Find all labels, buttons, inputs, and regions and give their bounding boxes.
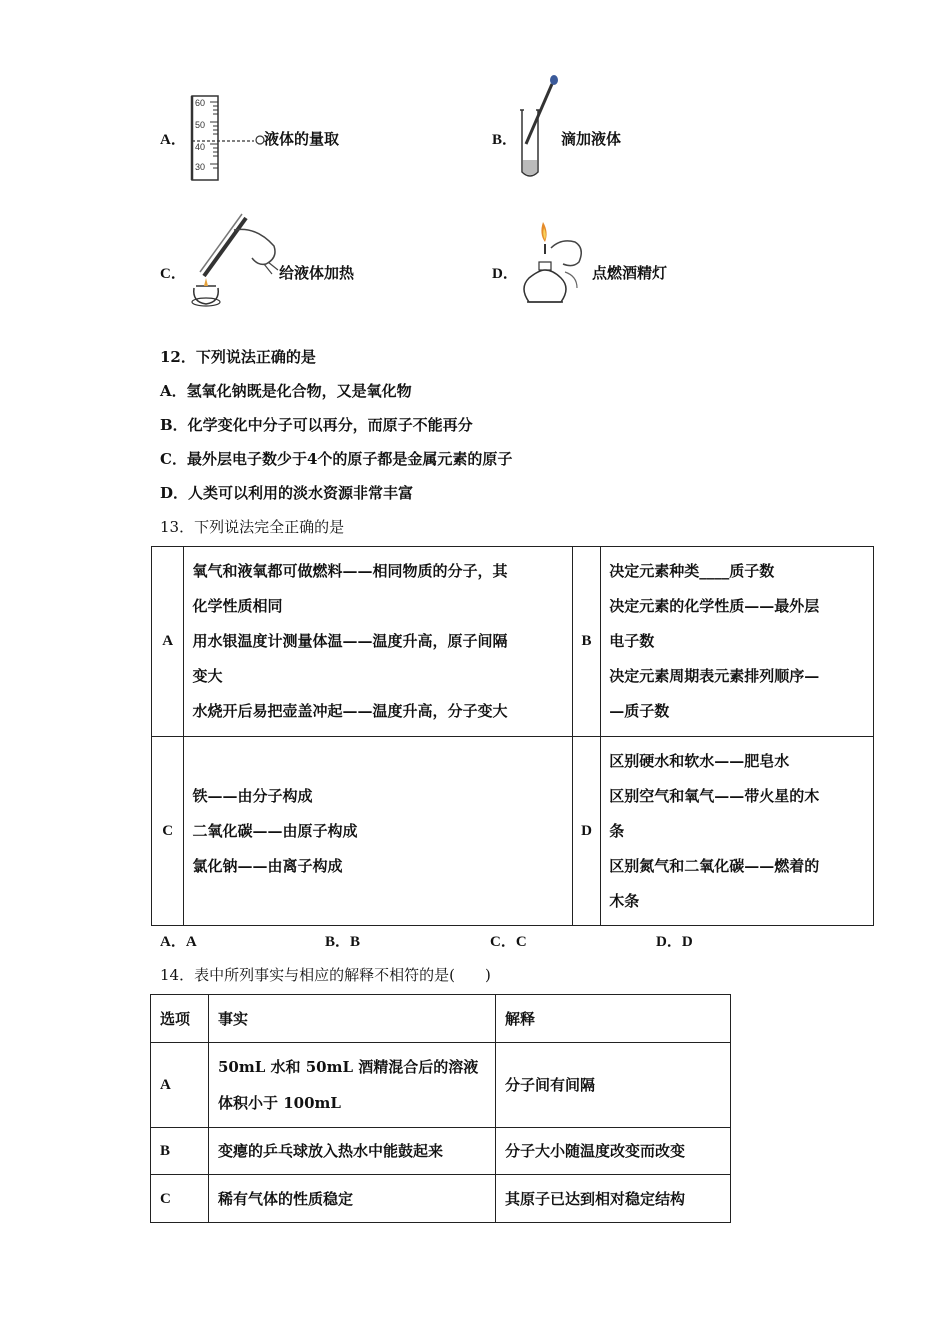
q13-label-a: A xyxy=(152,547,184,737)
q13-b-line-4: 决定元素周期表元素排列顺序— xyxy=(609,667,820,685)
q13-a-line-5: 水烧开后易把壶盖冲起——温度升高，分子变大 xyxy=(192,702,508,720)
option-letter-a: A． xyxy=(160,132,186,148)
table-row xyxy=(152,547,874,737)
q13-b-line-2: 决定元素的化学性质——最外层 xyxy=(609,597,820,615)
q13-answer-c: C．C xyxy=(490,934,527,950)
option-letter-c: C． xyxy=(160,266,186,282)
q13-answer-b: B．B xyxy=(325,934,361,950)
alcohol-lamp-icon xyxy=(515,218,593,306)
q13-cell-b xyxy=(601,547,874,737)
q13-c-line-2: 二氧化碳——由原子构成 xyxy=(192,821,358,840)
q13-d-line-4: 区别氮气和二氧化碳——燃着的 xyxy=(609,856,820,875)
option-letter-d: D． xyxy=(492,266,518,282)
q13-title: 13．下列说法完全正确的是 xyxy=(160,518,345,536)
q14-row-b-fact: 变瘪的乒乓球放入热水中能鼓起来 xyxy=(209,1128,496,1175)
q12-option-b: B．化学变化中分子可以再分，而原子不能再分 xyxy=(160,416,473,434)
q13-d-line-5: 木条 xyxy=(609,891,640,910)
q13-answer-a: A．A xyxy=(160,934,197,950)
table-header-row xyxy=(151,995,731,1043)
q13-a-line-3: 用水银温度计测量体温——温度升高，原子间隔 xyxy=(192,632,508,650)
q14-row-a-explain: 分子间有间隔 xyxy=(496,1043,731,1128)
q14-title: 14．表中所列事实与相应的解释不相符的是( ) xyxy=(160,966,491,984)
cylinder-tick-60: 60 xyxy=(195,98,206,108)
table-row xyxy=(152,737,874,926)
q13-a-line-2: 化学性质相同 xyxy=(192,597,283,615)
cylinder-tick-40: 40 xyxy=(195,142,206,152)
q12-title: 12．下列说法正确的是 xyxy=(160,348,316,366)
q13-b-line-3: 电子数 xyxy=(609,632,655,650)
q12-option-c: C．最外层电子数少于4个的原子都是金属元素的原子 xyxy=(160,450,513,468)
option-a-text: 液体的量取 xyxy=(264,130,340,148)
option-c-text: 给液体加热 xyxy=(279,264,355,282)
q13-a-line-1: 氧气和液氧都可做燃料——相同物质的分子，其 xyxy=(192,562,508,580)
q13-c-line-3: 氯化钠——由离子构成 xyxy=(192,856,343,875)
heating-tube-icon xyxy=(186,206,284,310)
q13-answer-d: D．D xyxy=(656,934,693,950)
q13-cell-a xyxy=(184,547,572,737)
q14-row-b-option: B xyxy=(151,1128,209,1175)
q14-row-a-option: A xyxy=(151,1043,209,1128)
q14-header-option: 选项 xyxy=(151,995,209,1043)
q14-row-c-explain: 其原子已达到相对稳定结构 xyxy=(496,1175,731,1223)
q13-b-line-5: —质子数 xyxy=(609,702,670,720)
option-d-text: 点燃酒精灯 xyxy=(592,264,668,282)
q13-label-d: D xyxy=(572,737,600,926)
option-b-text: 滴加液体 xyxy=(561,130,622,148)
q13-cell-d xyxy=(601,737,874,926)
table-row xyxy=(151,1128,731,1175)
q14-table xyxy=(150,994,731,1223)
q13-table xyxy=(151,546,874,926)
q14-row-c-fact: 稀有气体的性质稳定 xyxy=(209,1175,496,1223)
graduated-cylinder-icon xyxy=(184,92,274,184)
q13-d-line-3: 条 xyxy=(609,821,625,840)
q13-label-b: B xyxy=(572,547,600,737)
q13-label-c: C xyxy=(152,737,184,926)
q13-a-line-4: 变大 xyxy=(192,667,223,685)
q12-option-d: D．人类可以利用的淡水资源非常丰富 xyxy=(160,484,414,502)
q14-row-c-option: C xyxy=(151,1175,209,1223)
q13-b-line-1: 决定元素种类____质子数 xyxy=(609,562,775,580)
option-letter-b: B． xyxy=(492,132,518,148)
q13-d-line-1: 区别硬水和软水——肥皂水 xyxy=(609,751,790,770)
cylinder-tick-50: 50 xyxy=(195,120,206,130)
q12-option-a: A．氢氧化钠既是化合物，又是氧化物 xyxy=(160,382,412,400)
dropper-test-tube-icon xyxy=(512,74,562,182)
table-row xyxy=(151,1043,731,1128)
q14-row-b-explain: 分子大小随温度改变而改变 xyxy=(496,1128,731,1175)
q14-header-fact: 事实 xyxy=(209,995,496,1043)
q14-row-a-fact-line-2: 体积小于 100mL xyxy=(218,1094,341,1112)
table-row xyxy=(151,1175,731,1223)
q14-row-a-fact-line-1: 50mL 水和 50mL 酒精混合后的溶液 xyxy=(218,1058,479,1076)
q14-header-explain: 解释 xyxy=(496,995,731,1043)
q14-row-a-fact xyxy=(209,1043,496,1128)
q13-c-line-1: 铁——由分子构成 xyxy=(192,786,313,805)
cylinder-tick-30: 30 xyxy=(195,162,206,172)
q13-cell-c xyxy=(184,737,572,926)
q13-d-line-2: 区别空气和氧气——带火星的木 xyxy=(609,786,820,805)
